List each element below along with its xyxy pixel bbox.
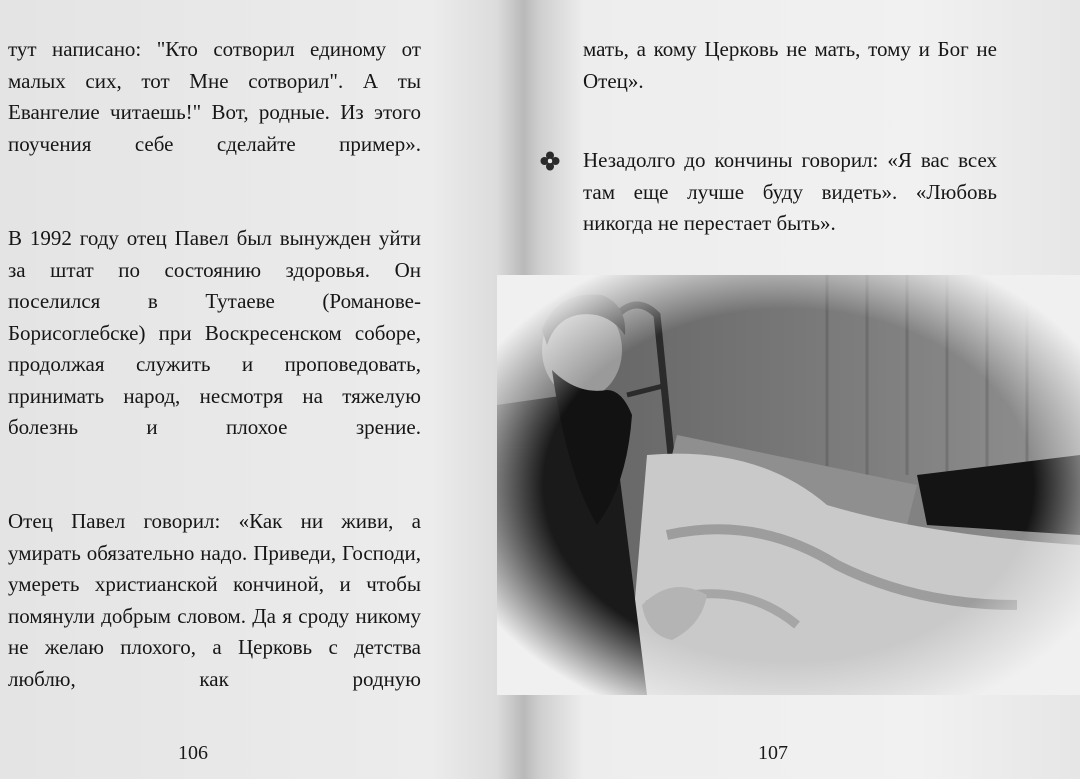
flower-bullet-icon <box>540 151 560 171</box>
left-paragraph-2: В 1992 году отец Павел был вынужден уйти за штат по состоянию здоровья. Он поселился в Тутаеве (Романове-Борисоглебске) при Воскресенском соборе, продолжая служить и проповедовать, принимать народ, несмотря на тяжелую болезнь и плохое зрение. <box>8 226 421 439</box>
right-paragraph-1: мать, а кому Церковь не мать, тому и Бог не Отец». <box>583 37 997 93</box>
left-paragraph-3: Отец Павел говорил: «Как ни живи, а умирать обязательно надо. Приведи, Господи, умереть христианской кончиной, и чтобы помянули добрым словом. Да я сроду никому не желаю плохого, а Церковь с детства люблю, как родную <box>8 509 421 691</box>
left-paragraph-1: тут написано: "Кто сотворил единому от малых сих, тот Мне сотворил". А ты Евангелие читаешь!" Вот, родные. Из этого поучения себе сделайте пример». <box>8 37 421 156</box>
photo-priest-in-bed <box>497 275 1080 695</box>
bullet-paragraph-block <box>540 145 1000 240</box>
page-number-right: 107 <box>758 742 788 764</box>
page-number-left: 106 <box>178 742 208 764</box>
right-paragraph-2: Незадолго до кончины говорил: «Я вас всех там еще лучше буду видеть». «Любовь никогда не перестает быть». <box>583 148 997 235</box>
left-page <box>0 0 485 779</box>
